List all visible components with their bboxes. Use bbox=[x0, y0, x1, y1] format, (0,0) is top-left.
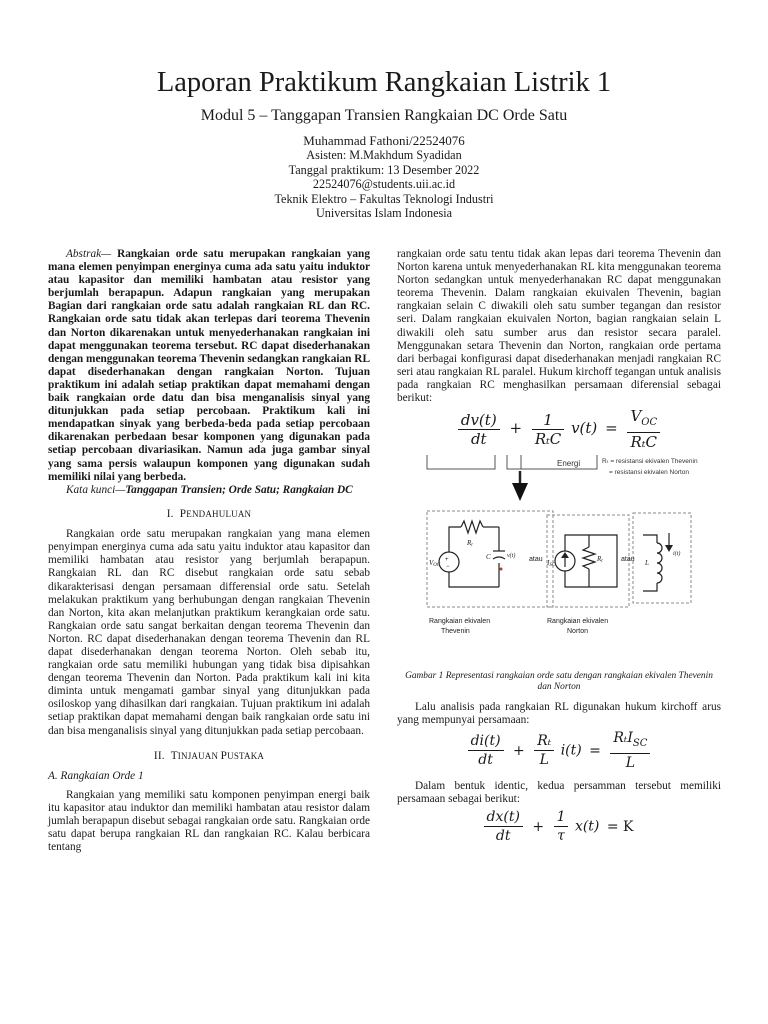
equation-rl bbox=[397, 729, 721, 772]
fig-rt-label-thevenin bbox=[466, 539, 473, 548]
fig-arrow-head bbox=[512, 483, 528, 501]
fig-atau-2: atau bbox=[621, 556, 635, 564]
eq2-num-mid: Rₜ bbox=[534, 732, 554, 751]
right-paragraph-3: Dalam bentuk identic, kedua persamman tersebut memiliki persamaan sebagai berikut: bbox=[397, 780, 721, 806]
eq3-plus: + bbox=[532, 818, 545, 835]
abstract-lead: Abstrak— bbox=[66, 248, 112, 260]
fig-rt-norton-main: R bbox=[597, 555, 602, 564]
keywords-text: Tanggapan Transien; Orde Satu; Rangkaian DC bbox=[125, 483, 353, 496]
eq1-plus: + bbox=[509, 419, 523, 438]
eq2-frac-right bbox=[610, 729, 650, 772]
fig-isc-arrow bbox=[561, 552, 569, 558]
eq2-plus: + bbox=[513, 742, 525, 759]
fig-it-arrow bbox=[665, 545, 673, 552]
section-heading-tinjauan-pustaka bbox=[48, 750, 370, 763]
fig-thevenin-label-1: Rangkaian ekivalen bbox=[429, 618, 491, 626]
eq2-frac-mid bbox=[534, 732, 554, 769]
thevenin-circuit bbox=[449, 521, 505, 587]
practicum-date: Tanggal praktikum: 13 Desember 2022 bbox=[288, 162, 480, 177]
eq2-frac-left bbox=[468, 732, 504, 769]
section-title-initial: T bbox=[170, 749, 178, 762]
fig-cap-marker bbox=[500, 568, 503, 571]
eq3-equals: = K bbox=[606, 818, 634, 835]
eq1-den-mid: RₜC bbox=[534, 429, 562, 448]
fig-voc-label-sub: OC bbox=[433, 563, 441, 569]
eq3-num-mid: 1 bbox=[554, 808, 569, 827]
eq2-den-mid: L bbox=[539, 752, 549, 769]
fig-l-label: L bbox=[645, 559, 649, 568]
eq2-mid-term: i(t) bbox=[560, 742, 582, 759]
fig-norton-label-2: Norton bbox=[567, 628, 589, 636]
eq2-den-left: dt bbox=[478, 752, 493, 769]
eq1-num-mid: 1 bbox=[532, 411, 564, 430]
eq3-den-mid: τ bbox=[557, 828, 565, 845]
fig-voc-label-main: V bbox=[429, 559, 434, 568]
fig-energy-label: Energi bbox=[557, 459, 581, 469]
eq1-frac-right bbox=[627, 407, 660, 451]
eq2-equals: = bbox=[589, 742, 601, 759]
right-paragraph-2: Lalu analisis pada rangkaian RL digunakan hukum kirchoff arus yang mempunyai persamaan: bbox=[397, 701, 721, 727]
department: Teknik Elektro – Fakultas Teknologi Industri bbox=[274, 191, 494, 206]
equation-general bbox=[397, 808, 721, 845]
author-block bbox=[0, 134, 768, 220]
fig-minus-sign: − bbox=[446, 564, 450, 571]
fig-rt-label-norton bbox=[596, 555, 603, 564]
fig-legend-line-1: Rₜ = resistansi ekivalen Thevenin bbox=[602, 458, 698, 466]
section-title-rest: ENDAHULUAN bbox=[186, 509, 252, 520]
eq1-frac-mid bbox=[532, 411, 564, 448]
fig-atau-1: atau bbox=[529, 556, 543, 564]
pendahuluan-paragraph: Rangkaian orde satu merupakan rangkaian yang mana elemen penyimpan energinya cuma ada satu yaitu induktor atau kapasitor dan memiliki hambatan atau resistor yang berjumlah berapapun. Rangkaian RL dan RC disebut rangkaian orde satu sebab dikarakterisasi dengan persamaan differensial orde satu. Setelah melakukan praktikum yang berhubungan dengan rangkaian Thevenin dan Norton, kita akan melanjutkan praktikum kerangkaian orde satu. Rangkaian orde satu sangat berkaitan dengan teorema Thevenin dan Norton. RC dapat disederhanakan dengan teorema Thevenin dan RL dapat disederhanakan dengan teorema Norton. Oleh sebab itu, rangkaian orde satu memiliki hubungan yang tidak bisa dipisahkan dengan teorema Thevenin dan Norton. Pada praktikum kali ini kita diminta untuk mengamati gambar sinyal yang ditunjukkan pada osiloskop yang dihasilkan dari rangkaian. Tujuan praktikum ini adalah setiap praktikan dapat memahami dengan baik rangkaian orde satu ini dan bisa menganalisis sinyal yang ditunjukkan pada setiap percobaan. bbox=[48, 528, 370, 737]
eq3-frac-mid bbox=[554, 808, 569, 845]
fig-vt-label: v(t) bbox=[507, 553, 516, 560]
fig-rt-label-main: R bbox=[467, 539, 472, 548]
fig-rt-norton-sub: t bbox=[601, 559, 603, 565]
assistant-name: Asisten: M.Makhdum Syadidan bbox=[306, 148, 462, 163]
university: Universitas Islam Indonesia bbox=[315, 206, 453, 221]
figure-1-diagram bbox=[397, 455, 721, 665]
fig-isc-label-main: I bbox=[547, 559, 550, 568]
paper-subtitle: Modul 5 – Tanggapan Transien Rangkaian DC Orde Satu bbox=[200, 107, 568, 124]
section-heading-pendahuluan bbox=[48, 508, 370, 521]
eq2-num-left: di(t) bbox=[468, 732, 504, 751]
eq2-num-right-sub: SC bbox=[632, 738, 648, 750]
right-column bbox=[397, 248, 721, 847]
fig-isc-label bbox=[546, 559, 556, 568]
keywords bbox=[48, 484, 370, 497]
keywords-label: Kata kunci— bbox=[66, 483, 126, 496]
eq2-num-right-main: RₜI bbox=[613, 730, 633, 747]
eq1-num-right-sub: OC bbox=[641, 417, 658, 429]
figure-1 bbox=[397, 455, 721, 665]
right-paragraph-1: rangkaian orde satu tentu tidak akan lepas dari teorema Thevenin dan Norton karena untuk menyederhanakan RL kita menggunakan teorema Norton sedangkan untuk menyederhanakan RC dapat menggunakan teorema Thevenin. Dalam rangkaian ekuivalen Thevenin, bagian rangkaian selain C diwakili oleh satu sumber tegangan dan resistor seri. Dalam rangkaian ekuivalen Norton, bagian rangkaian selain L diwakili oleh satu sumber arus dan resistor secara paralel. Menggunakan setara Thevenin dan Norton, rangkaian orde pertama dari berbagai konfigurasi dapat disederhanakan menjadi rangkaian RC seri atau rangkaian RL paralel. Hukum kirchoff tegangan untuk analisis pada rangkaian RC menghasilkan persamaan diferensial sebagai berikut: bbox=[397, 248, 721, 405]
eq3-num-left: dx(t) bbox=[484, 808, 523, 827]
eq1-den-right: RₜC bbox=[630, 433, 658, 452]
left-column bbox=[48, 248, 370, 854]
fig-isc-label-sub: SC bbox=[549, 563, 556, 569]
author-name: Muhammad Fathoni/22524076 bbox=[303, 133, 465, 148]
subsection-heading-orde-1: A. Rangkaian Orde 1 bbox=[48, 769, 144, 782]
fig-plus-sign: + bbox=[445, 557, 449, 564]
section-title-rest-2: USTAKA bbox=[227, 750, 265, 761]
section-number: I. bbox=[166, 508, 174, 521]
fig-it-label: i(t) bbox=[673, 551, 681, 558]
eq3-den-left: dt bbox=[495, 828, 511, 845]
fig-legend-line-2: = resistansi ekivalen Norton bbox=[609, 469, 690, 477]
eq1-frac-left bbox=[458, 411, 500, 448]
abstract bbox=[48, 248, 370, 484]
eq3-frac-left bbox=[484, 808, 523, 845]
orde-1-paragraph: Rangkaian yang memiliki satu komponen penyimpan energi baik itu kapasitor atau induktor dan memiliki hambatan atau resistor dalam jumlah berapapun disebut sebagai rangkaian orde satu. Rangkaian orde satu dapat berupa rangkaian RL dan rangkaian RC. Kalau berbicara tentang bbox=[48, 788, 370, 854]
section-title-rest: INJAUAN bbox=[177, 750, 221, 761]
fig-c-label: C bbox=[486, 553, 491, 562]
author-email: 22524076@students.uii.ac.id bbox=[312, 177, 456, 192]
figure-1-caption: Gambar 1 Representasi rangkaian orde satu dengan rangkaian ekivalen Thevenin dan Norton bbox=[405, 671, 713, 693]
eq1-num-right-main: V bbox=[630, 407, 642, 426]
eq2-num-right bbox=[610, 729, 650, 754]
equation-rc bbox=[397, 407, 721, 451]
eq1-num-left: dv(t) bbox=[458, 411, 500, 430]
eq2-den-right: L bbox=[625, 755, 636, 772]
fig-thevenin-label-2: Thevenin bbox=[441, 628, 470, 636]
paper-title: Laporan Praktikum Rangkaian Listrik 1 bbox=[156, 67, 612, 98]
eq3-mid-term: x(t) bbox=[574, 818, 600, 835]
norton-circuit bbox=[565, 535, 617, 587]
abstract-body: Rangkaian orde satu merupakan rangkaian yang mana elemen penyimpan energinya cuma ada satu yaitu induktor atau kapasitor dan memiliki hambatan atau resistor yang berjumlah berapapun. Adapun rangkaian yang merupakan Bagian dari rangkaian orde satu adalah rangkaian RL dan RC. Rangkaian orde satu tidak akan terlepas dari teorema Thevenin dan Norton dikarenakan untuk menyederhanakan rangkaian ini dapat menggunakan teorema tersebut. RC dapat disederhanakan dengan menggunakan teorema Thevenin sedangkan rangkaian RL dapat disederhanakan dengan rangkaian Norton. Tujuan praktikum ini adalah setiap praktikan dapat memahami dengan baik rangkaian orde datu dan bisa menganalisis sinyal yang ditunjukkan pada setiap percobaan. Praktikum kali ini mendapatkan sinyak yang berbeda-beda pada setiap percobaan dikarenakan perbedaan besar komponen yang digunakan pada setiap percobaan divariasikan. Namun ada juga gambar sinyal yang sama persis walaupun komponen yang digunakan sudah memiliki nilai yang berbeda. bbox=[48, 248, 370, 483]
section-number: II. bbox=[153, 749, 165, 762]
fig-top-box-left bbox=[427, 455, 495, 469]
eq1-mid-term: v(t) bbox=[571, 419, 598, 438]
section-title-initial-2: P bbox=[220, 749, 228, 762]
section-title-initial: P bbox=[179, 508, 187, 521]
eq1-den-left: dt bbox=[470, 429, 487, 448]
fig-rt-label-sub: t bbox=[471, 543, 473, 549]
fig-norton-label-1: Rangkaian ekivalen bbox=[547, 618, 609, 626]
eq1-equals: = bbox=[605, 419, 618, 438]
eq1-num-right bbox=[627, 407, 660, 433]
